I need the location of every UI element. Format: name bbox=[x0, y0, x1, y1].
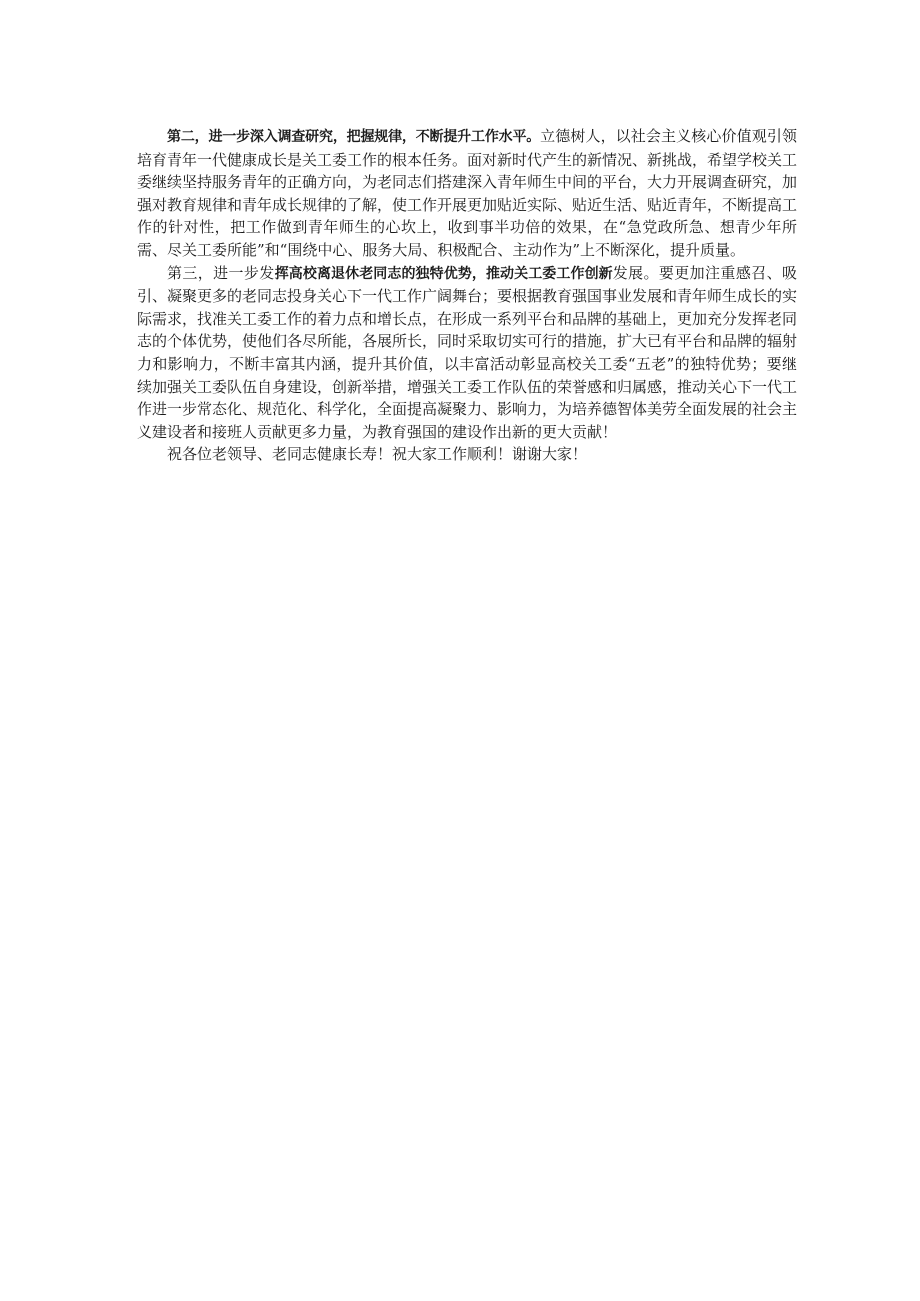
paragraph-third-point bbox=[137, 262, 797, 444]
paragraph-body-text: 祝各位老领导、老同志健康长寿！祝大家工作顺利！谢谢大家！ bbox=[167, 445, 588, 464]
paragraph-body-text: 发展。要更加注重感召、吸引、凝聚更多的老同志投身关心下一代工作广阔舞台；要根据教育强国事业发展和青年师生成长的实际需求，找准关工委工作的着力点和增长点，在形成一系列平台和品牌的基础上，更加充分发挥老同志的个体优势，使他们各尽所能，各展所长，同时采取切实可行的措施，扩大已有平台和品牌的辐射力和影响力，不断丰富其内涵，提升其价值，以丰富活动彰显高校关工委“五老”的独特优势；要继续加强关工委队伍自身建设，创新举措，增强关工委工作队伍的荣誉感和归属感，推动关心下一代工作进一步常态化、规范化、科学化，全面提高凝聚力、影响力，为培养德智体美劳全面发展的社会主义建设者和接班人贡献更多力量，为教育强国的建设作出新的更大贡献！ bbox=[137, 263, 798, 441]
paragraph-lead-heading: 第二，进一步深入调查研究，把握规律，不断提升工作水平。 bbox=[167, 129, 541, 145]
document-body bbox=[137, 125, 797, 466]
paragraph-body-text: 立德树人，以社会主义核心价值观引领培育青年一代健康成长是关工委工作的根本任务。面对新时代产生的新情况、新挑战，希望学校关工委继续坚持服务青年的正确方向，为老同志们搭建深入青年师生中间的平台，大力开展调查研究，加强对教育规律和青年成长规律的了解，使工作开展更加贴近实际、贴近生活、贴近青年，不断提高工作的针对性，把工作做到青年师生的心坎上，收到事半功倍的效果，在“急党政所急、想青少年所需、尽关工委所能”和“围绕中心、服务大局、积极配合、主动作为”上不断深化，提升质量。 bbox=[137, 127, 798, 259]
paragraph-closing-wishes bbox=[137, 443, 797, 466]
paragraph-second-point bbox=[137, 125, 797, 262]
paragraph-lead-heading: 挥高校离退休老同志的独特优势，推动关工委工作创新 bbox=[274, 265, 613, 282]
paragraph-lead-prefix: 第三，进一步发 bbox=[167, 263, 275, 282]
